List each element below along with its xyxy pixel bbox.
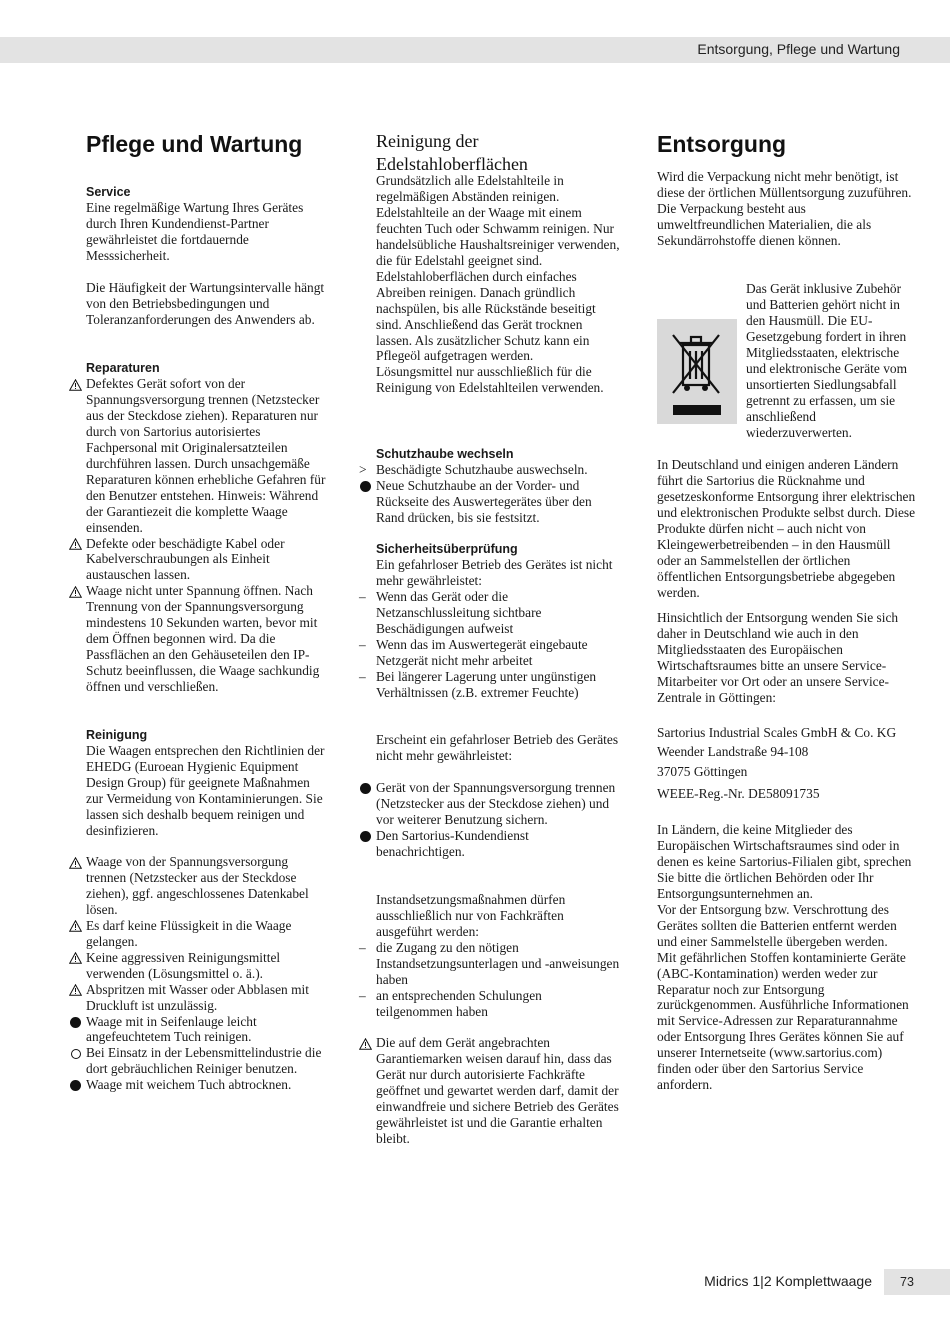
service-section — [86, 184, 326, 264]
instandsetzung-item-2: an entsprechenden Schulungen teilgenommen haben — [376, 987, 542, 1019]
bullet-filled-icon — [359, 480, 372, 493]
reinigung-step-3: Waage mit weichem Tuch abtrocknen. — [86, 1077, 292, 1093]
entsorgung-weee-text — [746, 281, 921, 441]
reinigung-warn-3: Keine aggressiven Reinigungsmittel verwenden (Lösungsmittel o. ä.). — [86, 949, 281, 981]
warning-icon — [69, 856, 82, 869]
edelstahl-paragraph-2: Lösungsmittel nur ausschließlich für die Reinigung von Edelstahlteilen verwenden. — [376, 364, 604, 396]
bullet-filled-icon — [69, 1016, 82, 1029]
address-city-block — [657, 764, 917, 780]
dash-icon: – — [359, 588, 366, 604]
sicherheit-followup — [376, 732, 621, 764]
list-item — [376, 1035, 621, 1147]
bullet-filled-icon — [359, 782, 372, 795]
schutzhaube-step-2: Neue Schutzhaube an der Vorder- und Rückseite des Auswertegerätes über den Rand drücken, bis sie festsitzt. — [376, 477, 592, 525]
schutzhaube-section — [359, 446, 621, 526]
list-item — [86, 918, 326, 950]
warning-icon — [69, 952, 82, 965]
entsorgung-closing — [657, 822, 917, 1093]
warning-icon — [69, 538, 82, 551]
entsorgung-contact — [657, 610, 917, 706]
sicherheit-title: Sicherheitsüberprüfung — [376, 542, 518, 556]
reinigung-title: Reinigung — [86, 728, 148, 742]
sicherheit-paragraph-2: Erscheint ein gefahrloser Betrieb des Gerätes nicht mehr gewährleistet: — [376, 732, 619, 763]
sicherheit-actions — [376, 780, 621, 860]
garantie-section — [376, 1035, 621, 1147]
arrow-right-icon: > — [359, 462, 367, 477]
list-item — [86, 982, 326, 1014]
bullet-filled-icon — [69, 1079, 82, 1092]
list-item — [86, 854, 326, 918]
service-paragraph-2: Die Häufigkeit der Wartungsintervalle hängt von den Betriebsbedingungen und Toleranzanforderungen des Anwenders ab. — [86, 280, 325, 327]
reparatur-item-3: Waage nicht unter Spannung öffnen. Nach Trennung von der Spannungsversorgung mindestens 10 Sekunden warten, bevor mit dem Öffnen begonnen wird. Da die Passflächen an den Gehäuseteilen den IP-Schutz beeinflussen, die Waage sachkundig öffnen und verschließen. — [86, 583, 320, 695]
edelstahl-text — [376, 173, 621, 396]
reinigung-warn-4: Abspritzen mit Wasser oder Abblasen mit Druckluft ist unzulässig. — [86, 981, 309, 1013]
reinigung-paragraph: Die Waagen entsprechen den Richtlinien der EHEDG (Euroean Hygienic Equipment Design Group) für geeignete Maßnahmen zur Vermeidung von Kontaminierungen. Sie lassen sich deshalb bequem reinigen und desinfizieren. — [86, 743, 325, 838]
entsorgung-paragraph-4: Hinsichtlich der Entsorgung wenden Sie sich daher in Deutschland wie auch in den Mitgliedsstaaten des Europäischen Wirtschaftsraumes bitte an unsere Service-Mitarbeiter vor Ort oder an unsere Service-Zentrale in Göttingen: — [657, 610, 899, 705]
page-number-box — [884, 1269, 950, 1295]
entsorgung-body — [657, 457, 917, 601]
schutzhaube-title: Schutzhaube wechseln — [376, 447, 514, 461]
reparatur-item-1: Defektes Gerät sofort von der Spannungsversorgung trennen (Netzstecker aus der Steckdose ziehen). Reparaturen nur durch von Sartorius autorisiertes Fachpersonal mit Originalersatzteilen durchführen lassen. Durch unsachgemäße Reparaturen können erhebliche Gefahren für den Benutzer entstehen. Hinweis: Während der Garantiezeit die komplette Waage einsenden. — [86, 376, 326, 535]
reparaturen-title: Reparaturen — [86, 361, 160, 375]
list-item — [359, 588, 621, 637]
dash-icon: – — [359, 636, 366, 652]
list-item — [359, 939, 621, 988]
header-bar — [0, 37, 950, 63]
address-weee-number: WEEE-Reg.-Nr. DE58091735 — [657, 786, 820, 801]
list-item — [86, 1077, 326, 1093]
reinigung-step-1: Waage mit in Seifenlauge leicht angefeuchtetem Tuch reinigen. — [86, 1013, 257, 1045]
list-item — [86, 583, 326, 695]
entsorgung-paragraph-6: Vor der Entsorgung bzw. Verschrottung des Gerätes sollten die Batterien entfernt werden und einer Sammelstelle übergeben werden. — [657, 901, 897, 949]
weee-crossed-bin-icon — [657, 319, 737, 424]
list-item — [86, 1045, 326, 1077]
list-item — [359, 668, 621, 701]
entsorgung-paragraph-5: In Ländern, die keine Mitglieder des Europäischen Wirtschaftsraumes sind oder in denen es keine Sartorius-Filialen gibt, sprechen Sie bitte die örtlichen Behörden oder Ihr Entsorgungsunternehmen an. — [657, 822, 912, 901]
address-block — [657, 723, 917, 761]
garantie-paragraph: Die auf dem Gerät angebrachten Garantiemarken weisen darauf hin, dass das Gerät nur durch autorisierte Fachkräfte geöffnet und gewartet werden darf, damit der einwandfreie und sichere Betrieb des Gerätes gewährleistet ist und die Garantie erhalten bleibt. — [376, 1035, 619, 1146]
sicherheit-section — [359, 541, 621, 701]
reinigung-step-2: Bei Einsatz in der Lebensmittelindustrie die dort gebräuchlichen Reiniger benutzen. — [86, 1045, 322, 1077]
schutzhaube-step-1: Beschädigte Schutzhaube auswechseln. — [376, 462, 588, 477]
instandsetzung-section — [359, 892, 621, 1020]
sicherheit-item-1: Wenn das Gerät oder die Netzanschlussleitung sichtbare Beschädigungen aufweist — [376, 588, 542, 636]
warning-icon — [69, 984, 82, 997]
list-item — [86, 1014, 326, 1046]
heading-pflege-und-wartung: Pflege und Wartung — [86, 131, 303, 157]
entsorgung-paragraph-3: In Deutschland und einigen anderen Ländern führt die Sartorius die Rücknahme und gesetzeskonforme Entsorgung ihrer elektrischen und elektronischen Produkte selbst durch. Diese Produkte dürfen nicht – auch nicht von Kleingewerbetreibenden – in den Hausmüll oder an Sammelstellen der örtlichen öffentlichen Entsorgungsbetriebe abgegeben werden. — [657, 457, 916, 600]
list-item — [376, 828, 621, 860]
service-title: Service — [86, 185, 131, 199]
section-title: Entsorgung, Pflege und Wartung — [697, 41, 900, 57]
warning-icon — [69, 585, 82, 598]
service-paragraph-1: Eine regelmäßige Wartung Ihres Gerätes durch Ihren Kundendienst-Partner gewährleistet die fortdauernde Messsicherheit. — [86, 200, 304, 263]
bullet-filled-icon — [359, 830, 372, 843]
edelstahl-paragraph-1: Grundsätzlich alle Edelstahlteile in regelmäßigen Abständen reinigen. Edelstahlteile an der Waage mit einem feuchten Tuch oder Schwamm reinigen. Nur handelsübliche Haushaltsreiniger verwenden, die für Edelstahl geeignet sind. Edelstahloberflächen durch einfaches Abreiben reinigen. Danach gründlich nachspülen, bis alle Rückstände beseitigt sind. Anschließend das Gerät trocknen lassen. Als zusätzlicher Schutz kann ein Pflegeöl aufgetragen werden. — [376, 173, 620, 364]
dash-icon: – — [359, 668, 366, 684]
footer-product-title: Midrics 1|2 Komplettwaage — [704, 1273, 872, 1289]
list-item — [86, 376, 326, 536]
page-number: 73 — [900, 1275, 914, 1289]
sicherheit-item-2: Wenn das im Auswertegerät eingebaute Netzgerät nicht mehr arbeitet — [376, 636, 588, 668]
list-item — [86, 950, 326, 982]
heading-edelstahl: Reinigung der Edelstahloberflächen — [376, 131, 528, 174]
service-paragraph-2-block — [86, 280, 326, 328]
reparaturen-section — [86, 360, 326, 376]
heading-entsorgung: Entsorgung — [657, 131, 787, 157]
sicherheit-action-2: Den Sartorius-Kundendienst benachrichtigen. — [376, 827, 529, 859]
instandsetzung-paragraph: Instandsetzungsmaßnahmen dürfen ausschließlich nur von Fachkräften ausgeführt werden: — [376, 892, 566, 939]
sicherheit-action-1: Gerät von der Spannungsversorgung trennen (Netzstecker aus der Steckdose ziehen) und vor weiterer Benutzung sichern. — [376, 780, 616, 827]
list-item — [376, 478, 621, 526]
list-item — [376, 780, 621, 828]
list-item — [359, 462, 621, 478]
address-city: 37075 Göttingen — [657, 764, 748, 779]
bullet-open-icon — [69, 1047, 82, 1060]
entsorgung-paragraph-7: Mit gefährlichen Stoffen kontaminierte Geräte (ABC-Kontamination) werden weder zur Reparatur noch zur Entsorgung zurückgenommen. Ausführliche Informationen mit Service-Adressen zur Reparaturannahme oder Entsorgung Ihres Gerätes können Sie auf unserer Internetseite (www.sartorius.com) finden oder über den Sartorius Service anfordern. — [657, 949, 909, 1093]
reparaturen-list — [86, 376, 326, 695]
warning-icon — [359, 1037, 372, 1050]
list-item — [359, 636, 621, 669]
entsorgung-paragraph-2: Das Gerät inklusive Zubehör und Batterien gehört nicht in den Hausmüll. Die EU-Gesetzgebung fordert in ihren Mitgliedsstaaten, elektrische und elektronische Geräte vom unsortierten Siedlungsabfall getrennt zu erfassen, um sie anschließend wiederzuverwerten. — [746, 281, 908, 440]
sicherheit-item-3: Bei längerer Lagerung unter ungünstigen Verhältnissen (z.B. extremer Feuchte) — [376, 668, 597, 700]
dash-icon: – — [359, 939, 366, 955]
list-item — [86, 536, 326, 584]
reinigung-warn-1: Waage von der Spannungsversorgung trennen (Netzstecker aus der Steckdose ziehen), ggf. angeschlossenes Datenkabel lösen. — [86, 854, 309, 917]
warning-icon — [69, 920, 82, 933]
warning-icon — [69, 378, 82, 391]
address-street: Weender Landstraße 94-108 — [657, 744, 809, 759]
dash-icon: – — [359, 987, 366, 1003]
entsorgung-intro — [657, 169, 917, 249]
instandsetzung-item-1: die Zugang zu den nötigen Instandsetzungsunterlagen und -anweisungen haben — [376, 939, 620, 987]
list-item — [359, 987, 621, 1020]
reparatur-item-2: Defekte oder beschädigte Kabel oder Kabelverschraubungen als Einheit austauschen lassen. — [86, 535, 285, 583]
address-weee-block — [657, 786, 917, 802]
reinigung-section — [86, 727, 326, 839]
sicherheit-intro: Ein gefahrloser Betrieb des Gerätes ist nicht mehr gewährleistet: — [376, 557, 613, 588]
address-company: Sartorius Industrial Scales GmbH & Co. KG — [657, 725, 897, 740]
reinigung-warn-2: Es darf keine Flüssigkeit in die Waage gelangen. — [86, 917, 292, 949]
reinigung-list — [86, 854, 326, 1093]
entsorgung-paragraph-1: Wird die Verpackung nicht mehr benötigt, ist diese der örtlichen Müllentsorgung zuzuführen. Die Verpackung besteht aus umweltfreundlichen Materialien, die als Sekundärrohstoffe dienen können. — [657, 169, 912, 248]
